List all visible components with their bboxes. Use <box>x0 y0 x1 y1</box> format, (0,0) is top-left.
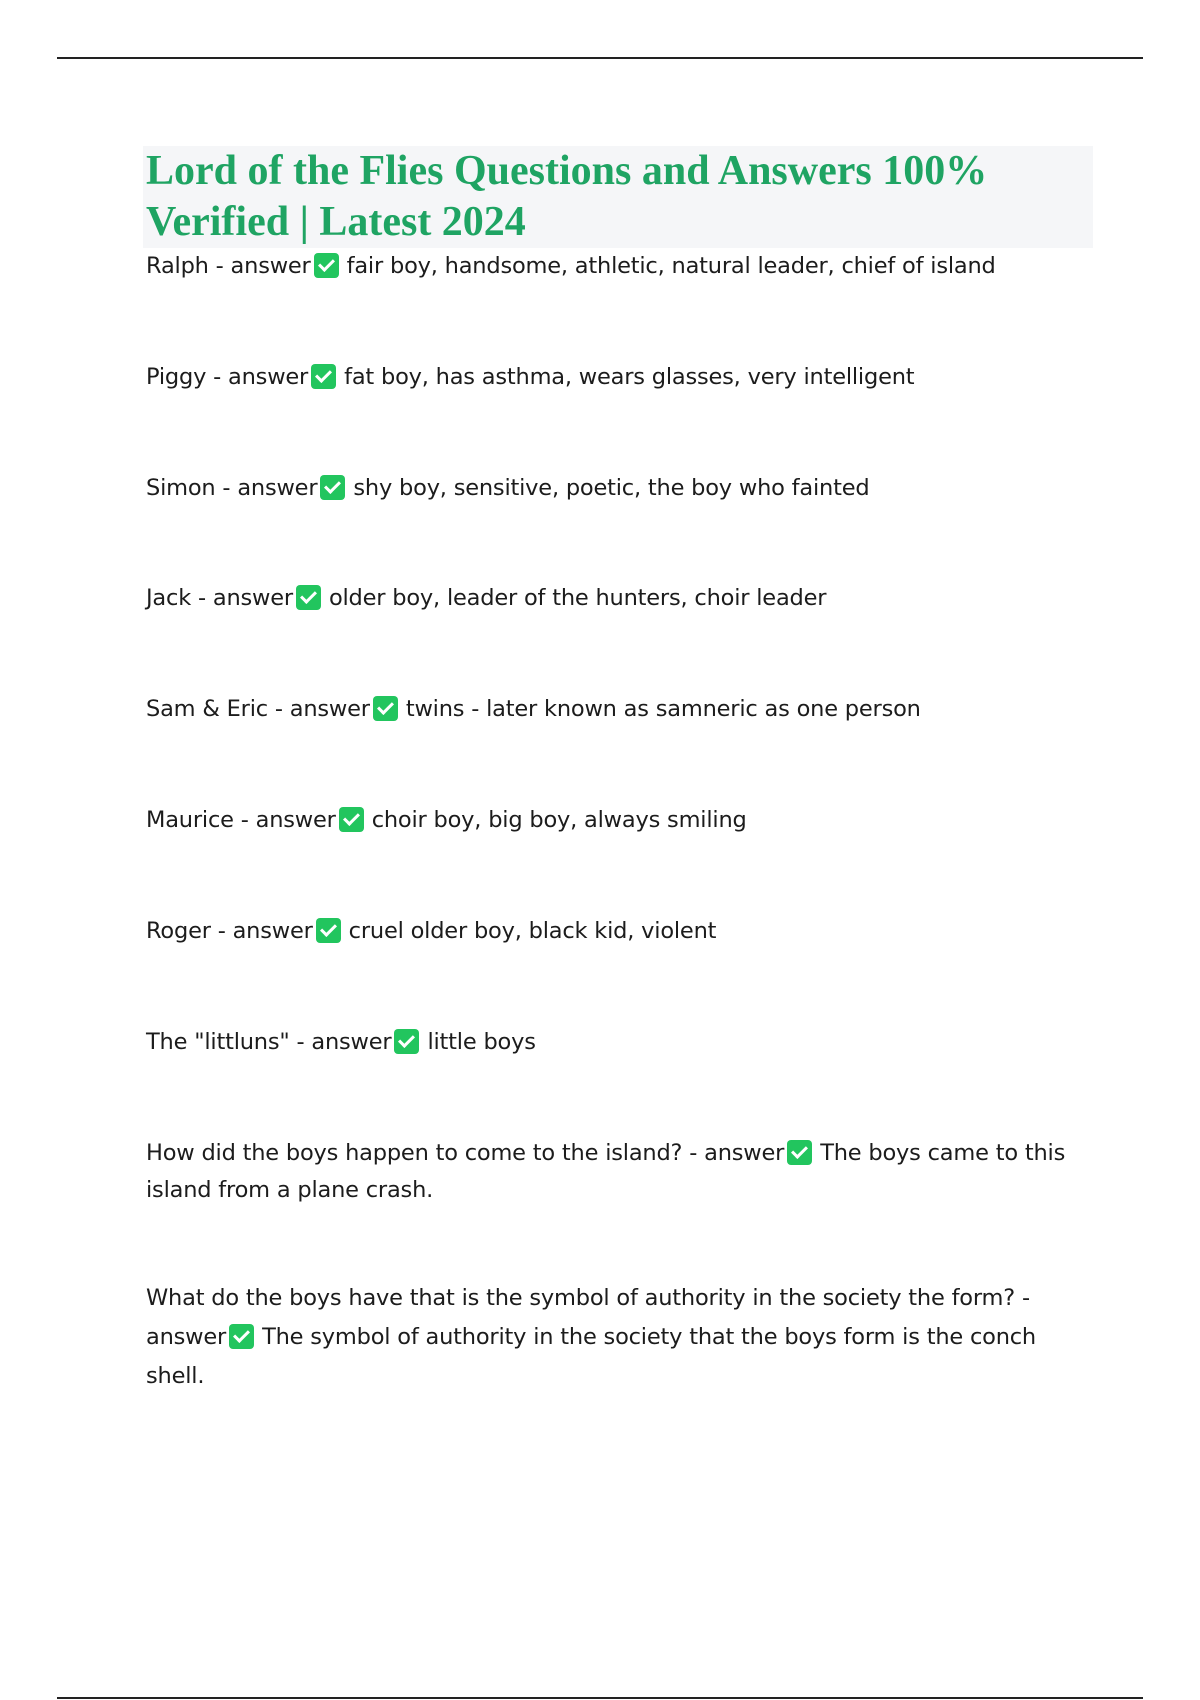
answer-text: shy boy, sensitive, poetic, the boy who fainted <box>353 475 870 501</box>
answer-text: The symbol of authority in the society that the boys form is the conch shell. <box>146 1324 1036 1389</box>
answer-text: fat boy, has asthma, wears glasses, very intelligent <box>344 364 915 390</box>
answer-text: choir boy, big boy, always smiling <box>371 807 747 833</box>
answer-label: answer <box>228 364 309 390</box>
answer-label: answer <box>255 807 336 833</box>
answer-label: answer <box>212 585 293 611</box>
question-text: Roger - <box>146 918 233 944</box>
answer-text: The boys came to this island from a plane crash. <box>146 1140 1066 1203</box>
answer-label: answer <box>146 1324 227 1350</box>
question-text: The "littluns" - <box>146 1029 312 1055</box>
qa-item-sam-eric <box>146 691 1086 728</box>
answer-label: answer <box>704 1140 785 1166</box>
document-title: Lord of the Flies Questions and Answers 100% Verified | Latest 2024 <box>146 148 988 245</box>
answer-text: older boy, leader of the hunters, choir leader <box>328 585 827 611</box>
bottom-rule <box>57 1697 1143 1699</box>
check-box-icon <box>314 253 339 278</box>
check-box-icon <box>311 364 336 389</box>
top-rule <box>57 57 1143 59</box>
check-box-icon <box>339 807 364 832</box>
answer-text: twins - later known as samneric as one person <box>405 696 921 722</box>
check-box-icon <box>296 585 321 610</box>
question-text: Ralph - <box>146 253 231 279</box>
question-text: Piggy - <box>146 364 229 390</box>
question-text: Sam & Eric - <box>146 696 290 722</box>
answer-label: answer <box>237 475 318 501</box>
qa-item-littluns <box>146 1024 1086 1061</box>
qa-item-piggy <box>146 359 1086 396</box>
answer-label: answer <box>289 696 370 722</box>
answer-label: answer <box>230 253 311 279</box>
check-box-icon <box>320 475 345 500</box>
qa-item-island-arrival <box>146 1135 1086 1209</box>
check-box-icon <box>787 1140 812 1165</box>
qa-item-symbol-authority <box>146 1279 1086 1396</box>
question-text: Maurice - <box>146 807 256 833</box>
check-box-icon <box>229 1324 254 1349</box>
check-box-icon <box>373 696 398 721</box>
answer-text: fair boy, handsome, athletic, natural leader, chief of island <box>346 253 996 279</box>
question-text: Jack - <box>146 585 213 611</box>
question-text: How did the boys happen to come to the island? - <box>146 1140 705 1166</box>
answer-label: answer <box>232 918 313 944</box>
answer-label: answer <box>311 1029 392 1055</box>
qa-item-simon <box>146 470 1086 507</box>
qa-item-ralph <box>146 248 1086 285</box>
qa-item-jack <box>146 580 1086 617</box>
qa-item-roger <box>146 913 1086 950</box>
qa-item-maurice <box>146 802 1086 839</box>
question-text: Simon - <box>146 475 238 501</box>
check-box-icon <box>316 918 341 943</box>
question-text: What do the boys have that is the symbol of authority in the society the form? - <box>146 1285 1030 1311</box>
answer-text: little boys <box>427 1029 536 1055</box>
check-box-icon <box>394 1029 419 1054</box>
answer-text: cruel older boy, black kid, violent <box>348 918 717 944</box>
